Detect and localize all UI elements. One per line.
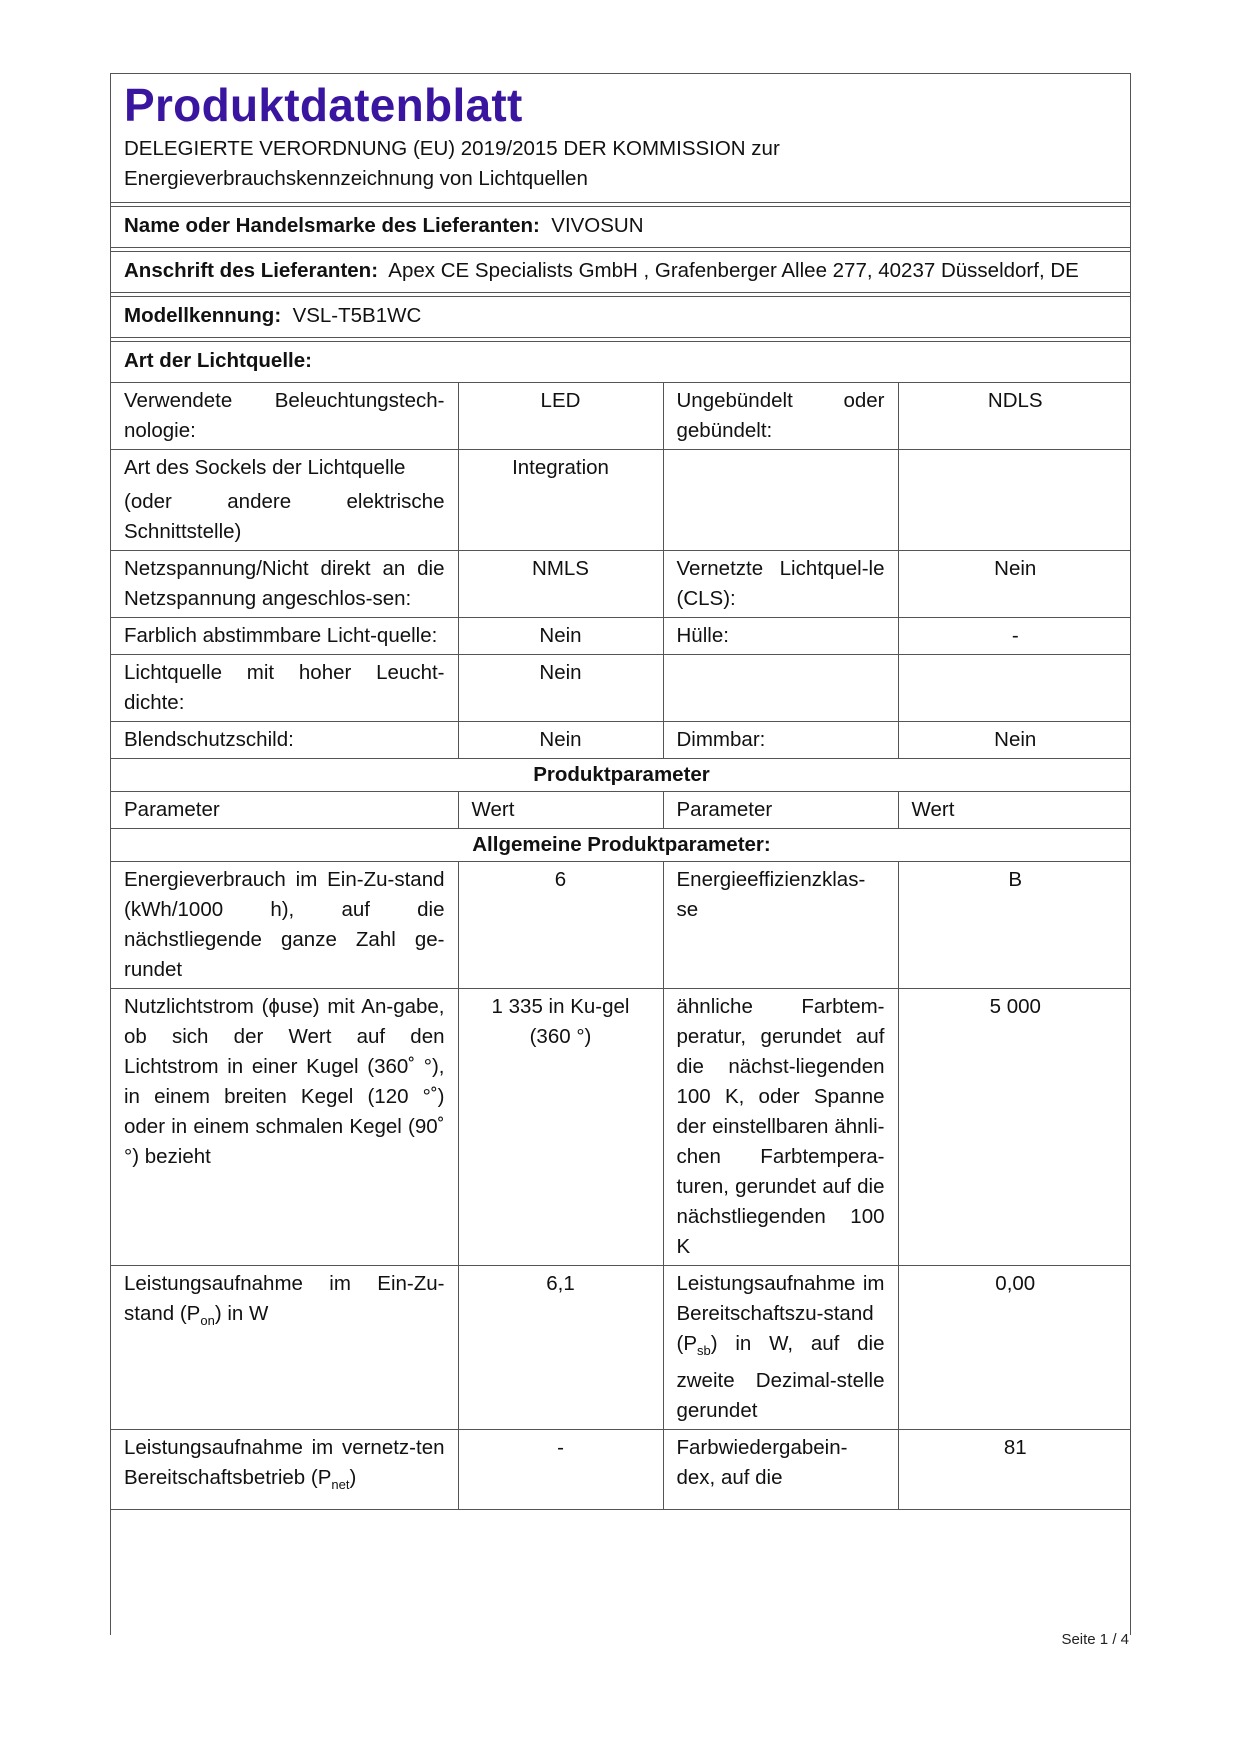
supplier-name-label: Name oder Handelsmarke des Lieferanten: — [124, 214, 540, 237]
param-label: Nutzlichtstrom (ɸuse) mit An-gabe, ob sich der Wert auf den Lichtstrom in einer Kugel (360˚ °), in einem breiten Kegel (120 °˚) oder in einem schmalen Kegel (90˚ °) bezieht — [111, 989, 458, 1266]
model-value: VSL-T5B1WC — [292, 304, 422, 327]
param-label — [111, 450, 458, 551]
param-label: Ungebündelt oder gebündelt: — [663, 383, 898, 450]
param-label: Farbwiedergabein-dex, auf die — [663, 1430, 898, 1510]
model-row — [111, 297, 1130, 338]
param-label: Lichtquelle mit hoher Leucht-dichte: — [111, 655, 458, 722]
param-label: Vernetzte Lichtquel-le (CLS): — [663, 551, 898, 618]
param-value: B — [898, 862, 1131, 989]
table-row — [111, 989, 1131, 1266]
model-label: Modellkennung: — [124, 304, 282, 327]
table-row — [111, 551, 1131, 618]
label-text: ) in W, auf die zweite Dezimal-stelle gerundet — [676, 1332, 885, 1423]
table-row — [111, 759, 1131, 792]
table-row — [111, 1266, 1131, 1430]
table-row — [111, 862, 1131, 989]
column-header-parameter: Parameter — [111, 792, 458, 829]
label-text: ) in W — [214, 1302, 269, 1325]
param-label: Dimmbar: — [663, 722, 898, 759]
param-value: - — [458, 1430, 663, 1510]
table-header-row — [111, 792, 1131, 829]
table-row — [111, 383, 1131, 450]
supplier-address-value: Apex CE Specialists GmbH , Grafenberger Allee 277, 40237 Düsseldorf, DE — [388, 259, 1079, 282]
param-value: Nein — [898, 551, 1131, 618]
page-title: Produktdatenblatt — [124, 79, 523, 131]
param-value: 0,00 — [898, 1266, 1131, 1430]
light-source-table — [111, 383, 1131, 1510]
column-header-value: Wert — [458, 792, 663, 829]
param-value: Nein — [458, 618, 663, 655]
param-label-line: (oder andere elektrische Schnittstelle) — [124, 490, 445, 543]
section-heading-general-parameters: Allgemeine Produktparameter: — [111, 829, 1131, 862]
column-header-parameter: Parameter — [663, 792, 898, 829]
param-value: Integration — [458, 450, 663, 551]
param-value: LED — [458, 383, 663, 450]
supplier-name-value: VIVOSUN — [551, 214, 644, 237]
param-label-line: Art des Sockels der Lichtquelle — [124, 456, 406, 479]
table-row — [111, 655, 1131, 722]
table-row — [111, 618, 1131, 655]
param-value: NDLS — [898, 383, 1131, 450]
param-label — [111, 1430, 458, 1510]
param-label — [111, 1266, 458, 1430]
param-label: Netzspannung/Nicht direkt an die Netzspannung angeschlos-sen: — [111, 551, 458, 618]
datasheet — [110, 73, 1131, 1635]
param-value — [898, 655, 1131, 722]
param-value: - — [898, 618, 1131, 655]
page-number: Seite 1 / 4 — [1061, 1631, 1129, 1648]
param-label: Farblich abstimmbare Licht-quelle: — [111, 618, 458, 655]
param-value: Nein — [458, 722, 663, 759]
regulation-line-1: DELEGIERTE VERORDNUNG (EU) 2019/2015 DER KOMMISSION zur — [124, 137, 780, 160]
param-label: Blendschutzschild: — [111, 722, 458, 759]
table-row — [111, 722, 1131, 759]
regulation-line-2: Energieverbrauchskennzeichnung von Lichtquellen — [124, 167, 588, 190]
param-value: 1 335 in Ku-gel (360 °) — [458, 989, 663, 1266]
column-header-value: Wert — [898, 792, 1131, 829]
param-label: ähnliche Farbtem-peratur, gerundet auf die nächst-liegenden 100 K, oder Spanne der einstellbaren ähnli-chen Farbtempera-turen, gerundet auf die nächstliegenden 100 K — [663, 989, 898, 1266]
param-label — [663, 1266, 898, 1430]
label-subscript: sb — [697, 1343, 711, 1359]
table-row — [111, 450, 1131, 551]
param-label: Energieeffizienzklas-se — [663, 862, 898, 989]
label-text: Leistungsaufnahme im Ein-Zu-stand (P — [124, 1272, 445, 1325]
param-label: Energieverbrauch im Ein-Zu-stand (kWh/1000 h), auf die nächstliegende ganze Zahl ge-rundet — [111, 862, 458, 989]
param-value: 6 — [458, 862, 663, 989]
supplier-address-label: Anschrift des Lieferanten: — [124, 259, 379, 282]
param-value: NMLS — [458, 551, 663, 618]
light-type-label: Art der Lichtquelle: — [124, 349, 312, 372]
param-label — [663, 655, 898, 722]
param-value: 6,1 — [458, 1266, 663, 1430]
section-heading-product-parameters: Produktparameter — [111, 759, 1131, 792]
param-value: 81 — [898, 1430, 1131, 1510]
param-value: Nein — [458, 655, 663, 722]
label-subscript: on — [200, 1313, 215, 1329]
header-block — [111, 74, 1130, 203]
param-label: Verwendete Beleuchtungstech-nologie: — [111, 383, 458, 450]
light-type-row — [111, 342, 1130, 383]
supplier-name-row — [111, 207, 1130, 248]
param-label — [663, 450, 898, 551]
table-row — [111, 1430, 1131, 1510]
label-text: ) — [349, 1466, 357, 1490]
param-label: Hülle: — [663, 618, 898, 655]
supplier-address-row — [111, 252, 1130, 293]
param-value: Nein — [898, 722, 1131, 759]
label-subscript: net — [331, 1477, 350, 1493]
param-value: 5 000 — [898, 989, 1131, 1266]
param-value — [898, 450, 1131, 551]
table-row — [111, 829, 1131, 862]
label-text: Leistungsaufnahme im vernetz-ten Bereitschaftsbetrieb (P — [124, 1436, 445, 1490]
label-text: Leistungsaufnahme im Bereitschaftszu-stand (P — [676, 1272, 885, 1355]
